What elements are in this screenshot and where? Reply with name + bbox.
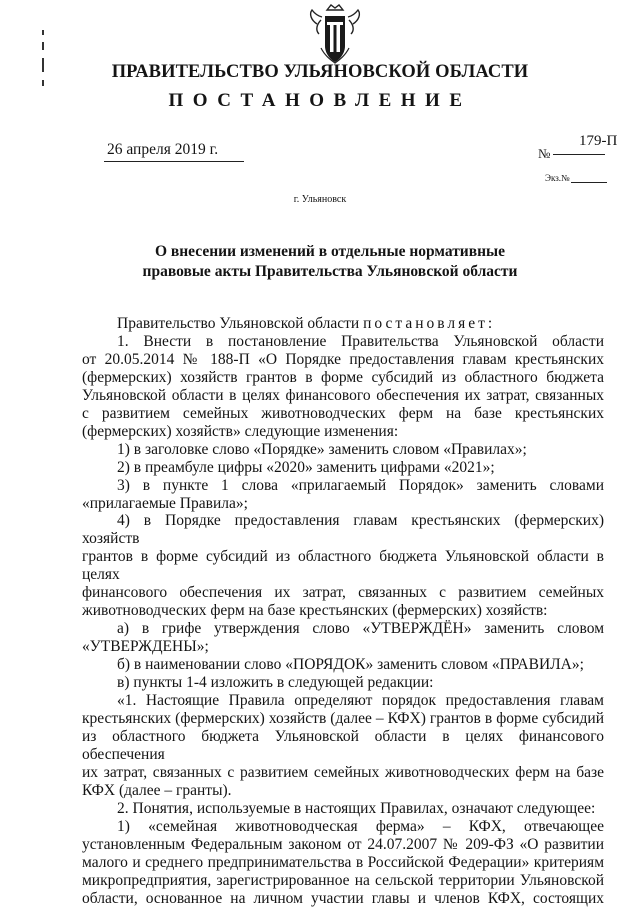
body-line: 1. Внести в постановление Правительства Ульяновской области [82,333,604,351]
body-line: финансового обеспечения их затрат, связанных с развитием семейных [82,584,604,602]
body-line: КФХ (далее – гранты). [82,782,604,800]
government-title: ПРАВИТЕЛЬСТВО УЛЬЯНОВСКОЙ ОБЛАСТИ [0,62,640,83]
body-line: «прилагаемые Правила»; [82,495,604,513]
subject-line: О внесении изменений в отдельные нормативные [120,242,540,262]
number-underline [553,154,605,155]
body-line: 2. Понятия, используемые в настоящих Правилах, означают следующее: [82,800,604,818]
copy-number-label: Экз.№ [545,173,570,183]
body-line: от 20.05.2014 № 188-П «О Порядке предоставления главам крестьянских [82,351,604,369]
body-line: а) в грифе утверждения слово «УТВЕРЖДЁН» заменить словом [82,620,604,638]
body-line: 4) в Порядке предоставления главам крестьянских (фермерских) хозяйств [82,512,604,548]
body-line: с развитием семейных животноводческих ферм на базе крестьянских [82,405,604,423]
body-line: грантов в форме субсидий из областного бюджета Ульяновской области в целях [82,548,604,584]
body-line: 1) в заголовке слово «Порядке» заменить словом «Правилах»; [82,441,604,459]
coat-of-arms-icon [303,2,367,66]
body-line: 2) в преамбуле цифры «2020» заменить цифрами «2021»; [82,459,604,477]
body-line: в) пункты 1-4 изложить в следующей редакции: [82,674,604,692]
body-line: (фермерских) хозяйств» следующие изменения: [82,423,604,441]
body-line: б) в наименовании слово «ПОРЯДОК» заменить словом «ПРАВИЛА»; [82,656,604,674]
subject-line: правовые акты Правительства Ульяновской области [120,262,540,282]
decree-body [82,315,604,907]
body-line: (фермерских) хозяйств грантов в форме субсидий из областного бюджета [82,369,604,387]
body-line: из областного бюджета Ульяновской области в целях финансового обеспечения [82,728,604,764]
body-line: Ульяновской области в целях финансового обеспечения их затрат, связанных [82,387,604,405]
document-type-heading: ПОСТАНОВЛЕНИЕ [0,90,640,112]
body-line: микропредприятия, зарегистрированное на сельской территории Ульяновской [82,872,604,890]
number-sign: № [538,146,550,162]
body-line: установленным Федеральным законом от 24.07.2007 № 209-ФЗ «О развитии [82,836,604,854]
date-underline [104,161,244,162]
body-line: «1. Настоящие Правила определяют порядок предоставления главам [82,692,604,710]
body-line: малого и среднего предпринимательства в Российской Федерации» критериям [82,854,604,872]
city-name: г. Ульяновск [0,194,640,205]
copy-number-underline [571,182,607,183]
body-line: их затрат, связанных с развитием семейных животноводческих ферм на базе [82,764,604,782]
body-line: области, основанное на личном участии главы и членов КФХ, состоящих [82,890,604,907]
body-line: животноводческих ферм на базе крестьянских (фермерских) хозяйств: [82,602,604,620]
body-line: 1) «семейная животноводческая ферма» – КФХ, отвечающее [82,818,604,836]
body-line: крестьянских (фермерских) хозяйств (далее – КФХ) грантов в форме субсидий [82,710,604,728]
decree-subject [120,242,540,282]
preamble: Правительство Ульяновской области постановляет: [82,315,604,333]
body-line: «УТВЕРЖДЕНЫ»; [82,638,604,656]
decree-date: 26 апреля 2019 г. [107,141,218,159]
body-line: 3) в пункте 1 слова «прилагаемый Порядок» заменить словами [82,477,604,495]
decree-number: 179-П [579,133,617,150]
